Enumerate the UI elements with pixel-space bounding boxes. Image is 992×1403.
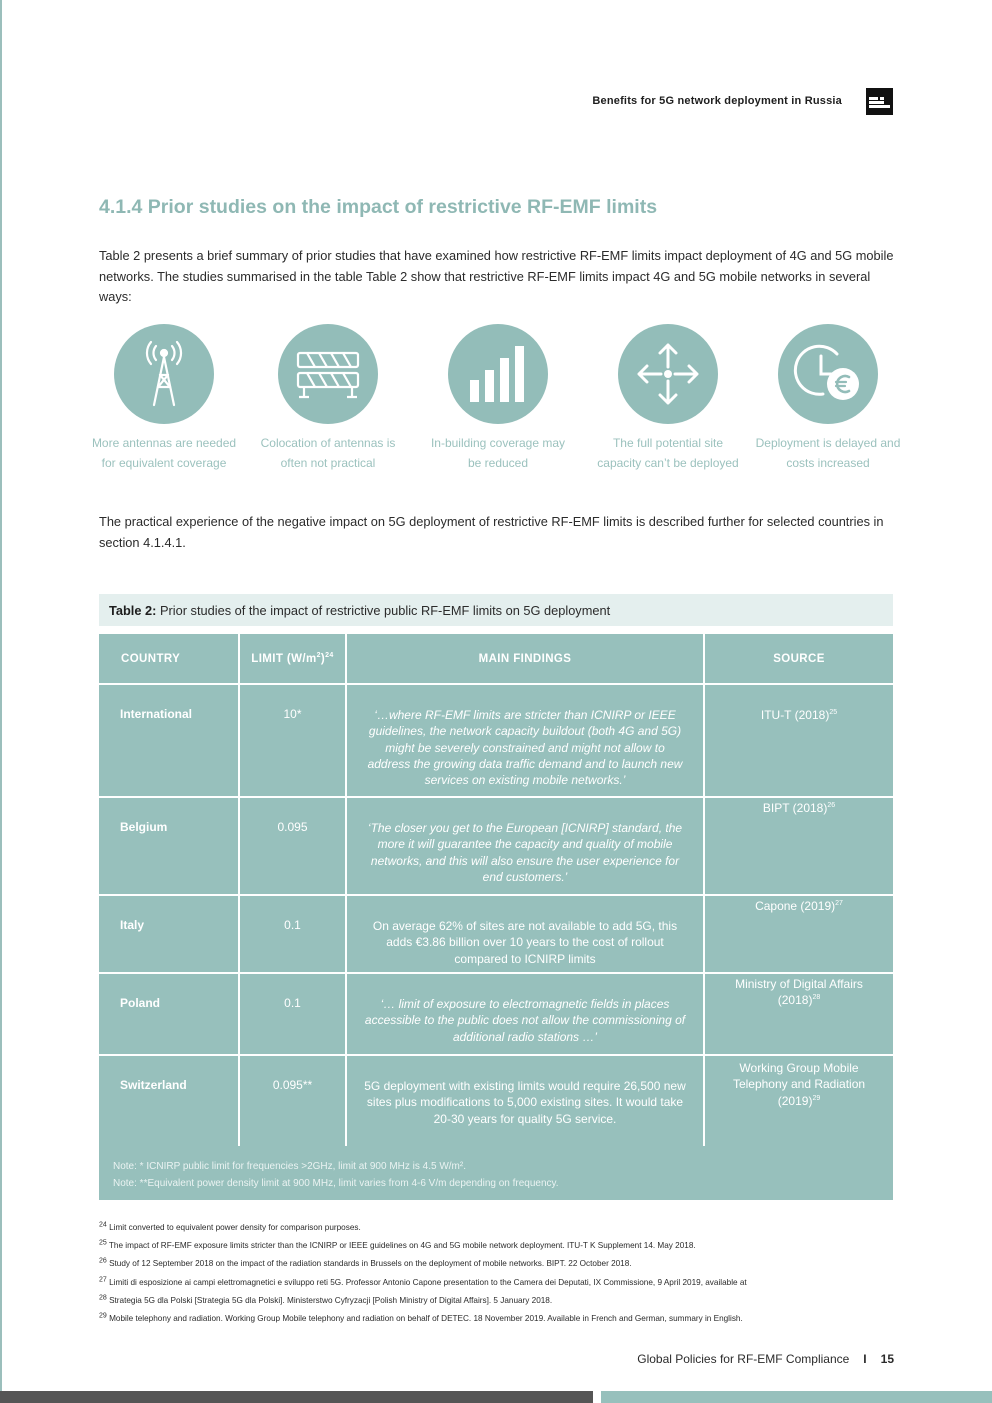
table-row xyxy=(99,797,893,895)
page-footer xyxy=(637,1352,894,1366)
cell-country: Belgium xyxy=(99,797,239,895)
source-text: Working Group Mobile Telephony and Radiation (2019) xyxy=(732,1061,866,1108)
footnotes-list xyxy=(99,1219,889,1328)
table-row xyxy=(99,895,893,973)
table-row xyxy=(99,973,893,1055)
footnote-text: Limit converted to equivalent power density for comparison purposes. xyxy=(106,1223,361,1232)
page-number: 15 xyxy=(880,1352,894,1366)
footnote-item xyxy=(99,1255,889,1273)
footnote-text: Limiti di esposizione ai campi elettromagnetici e sviluppo reti 5G. Professor Antonio Capone presentation to the Camera dei Deputati, IX Commissione, 9 April 2019, available at xyxy=(106,1277,747,1287)
table-row xyxy=(99,1055,893,1147)
impact-item-site-capacity xyxy=(593,324,743,473)
column-header-source: SOURCE xyxy=(704,633,893,684)
footnote-item xyxy=(99,1292,889,1310)
footnote-number: 27 xyxy=(99,1275,107,1283)
footnote-item xyxy=(99,1274,889,1292)
intro-paragraph: Table 2 presents a brief summary of prior studies that have examined how restrictive RF-EMF limits impact deployment of 4G and 5G mobile networks. The studies summarised in the table Table 2 show that restrictive RF-EMF limits impact 4G and 5G mobile networks in several ways: xyxy=(99,248,894,304)
cell-country: Poland xyxy=(99,973,239,1055)
impact-item-in-building xyxy=(423,324,573,473)
cell-findings: 5G deployment with existing limits would require 26,500 new sites plus modifications to 5,000 existing sites. It would take 20-30 years for quality 5G service. xyxy=(346,1055,704,1147)
source-text: ITU-T (2018) xyxy=(760,708,830,722)
source-footnote: 27 xyxy=(835,900,843,907)
impact-caption: In-building coverage may be reduced xyxy=(430,436,566,470)
impact-item-delay-cost xyxy=(753,324,903,473)
clock-euro-icon xyxy=(778,324,878,424)
table-caption xyxy=(99,594,893,626)
limit-header-close: ) xyxy=(320,652,326,665)
impact-item-antennas xyxy=(89,324,239,473)
table-notes xyxy=(99,1146,893,1200)
impact-item-colocation xyxy=(253,324,403,473)
footnote-text: Strategia 5G dla Polski [Strategia 5G dla Polski]. Ministerstwo Cyfryzacji [Polish Ministry of Digital Affairs]. 5 January 2018. xyxy=(106,1295,553,1305)
cell-source xyxy=(704,797,893,895)
cell-limit: 10* xyxy=(239,684,346,797)
impact-caption: The full potential site capacity can’t be deployed xyxy=(597,436,739,470)
signal-bars-icon xyxy=(448,324,548,424)
impact-caption: Deployment is delayed and costs increased xyxy=(755,436,901,470)
footnote-text: The impact of RF-EMF exposure limits stricter than the ICNIRP or IEEE guidelines on 4G and 5G mobile network deployment. ITU-T K Supplement 14. May 2018. xyxy=(106,1241,696,1251)
footnote-number: 24 xyxy=(99,1221,107,1229)
table-note-line: Note: **Equivalent power density limit at 900 MHz, limit varies from 4-6 V/m depending on frequency. xyxy=(113,1178,559,1189)
footnote-number: 29 xyxy=(99,1312,107,1320)
source-footnote: 29 xyxy=(812,1094,821,1102)
studies-table xyxy=(99,632,893,1148)
column-header-limit xyxy=(239,633,346,684)
footnote-number: 28 xyxy=(99,1294,107,1302)
limit-header-text: LIMIT (W/m xyxy=(251,652,317,665)
cell-limit: 0.1 xyxy=(239,895,346,973)
column-header-country: COUNTRY xyxy=(99,633,239,684)
source-footnote: 28 xyxy=(812,994,821,1002)
impact-caption: Colocation of antennas is often not practical xyxy=(260,436,396,470)
cell-source xyxy=(704,684,893,797)
cell-source xyxy=(704,973,893,1055)
footer-separator: I xyxy=(863,1352,867,1366)
source-text: Ministry of Digital Affairs (2018) xyxy=(735,977,863,1008)
limit-header-sup: 2 xyxy=(316,651,321,659)
footer-bar-dark xyxy=(0,1391,593,1403)
footnote-item xyxy=(99,1310,889,1328)
cell-findings: On average 62% of sites are not available to add 5G, this adds €3.86 billion over 10 years to the cost of rollout compared to ICNIRP limits xyxy=(346,895,704,973)
table-caption-label: Table 2: xyxy=(109,603,157,618)
cell-limit: 0.1 xyxy=(239,973,346,1055)
cell-findings: ‘… limit of exposure to electromagnetic fields in places accessible to the public does not allow the commissioning of additional radio stations …’ xyxy=(346,973,704,1055)
table-note-line: Note: * ICNIRP public limit for frequencies >2GHz, limit at 900 MHz is 4.5 W/m². xyxy=(113,1161,466,1172)
impact-caption: More antennas are needed for equivalent coverage xyxy=(91,436,237,470)
page-left-rule xyxy=(0,0,2,1403)
footnote-number: 25 xyxy=(99,1239,107,1247)
cell-findings: ‘…where RF-EMF limits are stricter than ICNIRP or IEEE guidelines, the network capacity buildout (both 4G and 5G) might be severely constrained and might not allow to address the growing data traffic demand and to launch new services on existing mobile networks.’ xyxy=(346,684,704,797)
cell-findings: ‘The closer you get to the European [ICNIRP] standard, the more it will guarantee the capacity and quality of mobile networks, and this will also ensure the user experience for end customers.’ xyxy=(346,797,704,895)
column-header-findings: MAIN FINDINGS xyxy=(346,633,704,684)
arrows-expand-icon xyxy=(618,324,718,424)
source-footnote: 26 xyxy=(827,802,836,809)
source-footnote: 25 xyxy=(829,709,838,716)
cell-country: Italy xyxy=(99,895,239,973)
impact-icons-row xyxy=(0,324,992,499)
stacked-bars-logo-icon xyxy=(866,88,893,115)
limit-header-footnote: 24 xyxy=(325,651,334,659)
footnote-number: 26 xyxy=(99,1257,107,1265)
cell-country: Switzerland xyxy=(99,1055,239,1147)
source-text: BIPT (2018) xyxy=(762,801,828,815)
footer-bar-teal xyxy=(601,1391,992,1403)
footnote-item xyxy=(99,1219,889,1237)
antenna-tower-icon xyxy=(114,324,214,424)
running-header: Benefits for 5G network deployment in Russia xyxy=(592,95,842,107)
cell-limit: 0.095 xyxy=(239,797,346,895)
table-caption-text: Prior studies of the impact of restrictive public RF-EMF limits on 5G deployment xyxy=(156,603,611,618)
footer-title: Global Policies for RF-EMF Compliance xyxy=(637,1352,850,1366)
cell-country: International xyxy=(99,684,239,797)
table-header-row xyxy=(99,633,893,684)
table-row xyxy=(99,684,893,797)
cell-source xyxy=(704,895,893,973)
source-text: Capone (2019) xyxy=(755,899,836,913)
practical-paragraph: The practical experience of the negative impact on 5G deployment of restrictive RF-EMF limits is described further for selected countries in section 4.1.4.1. xyxy=(99,514,884,550)
footnote-item xyxy=(99,1237,889,1255)
cell-source xyxy=(704,1055,893,1147)
footnote-text: Mobile telephony and radiation. Working Group Mobile telephony and radiation on behalf of DETEC. 18 November 2019. Available in French and German, summary in English. xyxy=(106,1314,743,1324)
section-heading: 4.1.4 Prior studies on the impact of restrictive RF-EMF limits xyxy=(99,196,658,218)
footnote-text: Study of 12 September 2018 on the impact of the radiation standards in Brussels on the deployment of mobile networks. BIPT. 22 October 2018. xyxy=(106,1259,632,1269)
cell-limit: 0.095** xyxy=(239,1055,346,1147)
barrier-icon xyxy=(278,324,378,424)
